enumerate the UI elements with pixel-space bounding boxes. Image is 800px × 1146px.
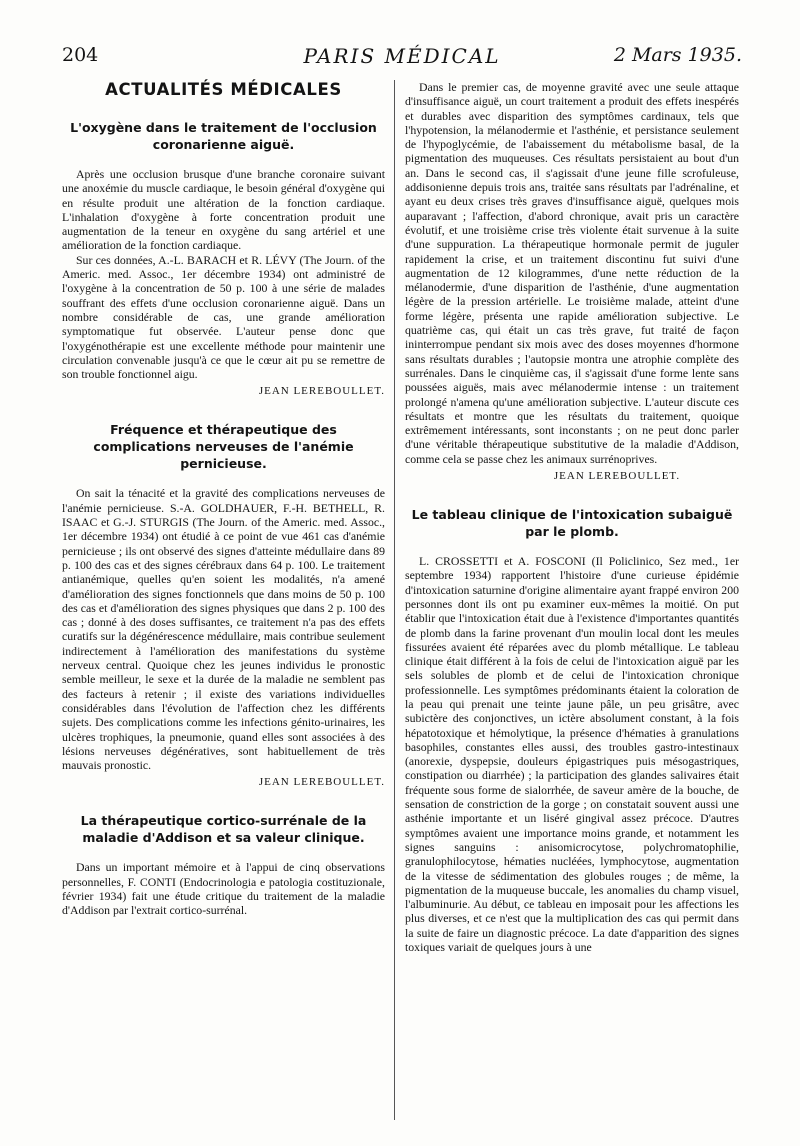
article-paragraph: Dans le premier cas, de moyenne gravité avec une seule attaque d'insuffisance aiguë, un court traitement a produit des effets inespérés et durables avec disparition des symptômes cardinaux, tels que l'hypotension, la mélanodermie et l'asthénie, et persistance seulement de l'hypoglycémie, de l'abaissement du métabolisme basal, de la pigmentation des muqueuses. Ces résultats persistaient au bout d'un an. Dans le second cas, il s'agissait d'une jeune fille scrofuleuse, addisonienne depuis trois ans, traitée sans résultats par l'adrénaline, et ayant eu deux crises très graves d'insuffisance aiguë, quelques mois auparavant ; l'affection, d'abord chronique, avait pris un caractère évolutif, et une troisième crise très violente était survenue à la suite d'une suppuration. La thérapeutique hormonale permit de juguler rapidement la crise, et un traitement discontinu fut suivi d'une augmentation de 12 kilogrammes, d'une nette réduction de la mélanodermie, d'une disparition de l'asthénie, d'une augmentation légère de la pression artérielle. Le troisième malade, atteint d'une forme légère, présenta une rapide amélioration subjective. Le quatrième cas, qui était un cas très grave, fut traité de façon ininterrompue pendant six mois avec des doses moyennes d'hormone sans résultats durables ; l'autopsie montra une atrophie complète des surrénales. Dans le cinquième cas, il s'agissait d'une forme lente sans poussées aiguës, mais avec mélanodermie intense : un traitement prolongé n'amena qu'une amélioration subjective. L'auteur discute ces résultats et montre que les résultats du traitement, quoique extrêmement intéressants, sont inconstants ; on ne peut donc parler d'une véritable thérapeutique substitutive de la maladie d'Addison, comme cela se passe chez les animaux surrénoprives.	[405, 80, 739, 466]
article-paragraph: Sur ces données, A.-L. BARACH et R. LÉVY (The Journ. of the Americ. med. Assoc., 1er décembre 1934) ont administré de l'oxygène à la concentration de 50 p. 100 à une série de malades souffrant des effets d'une occlusion coronarienne aiguë. Dans un nombre considérable de cas, une grande amélioration symptomatique fut observée. L'auteur pense donc que l'oxygénothérapie est une excellente méthode pour maintenir une circulation convenable jusqu'à ce que le cœur ait pu se remettre de son trouble fonctionnel aigu.	[62, 252, 385, 382]
article-title: La thérapeutique cortico-surrénale de la maladie d'Addison et sa valeur clinique.	[80, 813, 367, 846]
article-paragraph: L. CROSSETTI et A. FOSCONI (Il Policlinico, Sez med., 1er septembre 1934) rapportent l'histoire d'une curieuse épidémie d'intoxication saturnine d'origine alimentaire ayant frappé environ 200 personnes dont ils ont pu examiner eux-mêmes la moitié. On put établir que l'intoxication était due à l'existence d'importantes quantités de plomb dans la farine provenant d'un moulin local dont les meules fissurées avaient été réparées avec du plomb métallique. Le tableau clinique était différent à la fois de celui de l'intoxication aiguë par les sels solubles de plomb et de celui de l'intoxication chronique professionnelle. Les symptômes prédominants étaient la coloration de la peau qui prenait une teinte jaune pâle, un peu grisâtre, avec subictère des conjonctives, un ictère absolument constant, à la fois hépatotoxique et hémolytique, la présence d'hématies à granulations basophiles, constantes elles aussi, des troubles gastro-intestinaux (anorexie, dyspepsie, douleurs épigastriques puis mésogastriques, constipation ou diarrhée) ; la participation des glandes salivaires était fréquente sous forme de sialorrhée, de saveur amère de la bouche, de sensation de constriction de la gorge ; on constatait souvent aussi une asthénie importante et un liséré gingival assez précoce. D'autres symptômes avaient une importance moins grande, et notamment les signes sanguins : anisomicrocytose, polychromatophilie, granulophilocytose, hématies nucléées, lymphocytose, augmentation de la vitesse de sédimentation des globules rouges ; de même, la pigmentation de la muqueuse buccale, les anomalies du champ visuel, l'albuminurie. Au début, ce tableau en imposait pour les affections les plus diverses, et ce n'est que la multiplication des cas qui permit dans la suite de faire un diagnostic précoce. La date d'apparition des signes toxiques variait de quelques jours à une	[405, 554, 739, 955]
article-title: Le tableau clinique de l'intoxication subaiguë par le plomb.	[411, 507, 733, 540]
column-divider	[394, 80, 395, 1120]
article-title: Fréquence et thérapeutique des complications nerveuses de l'anémie pernicieuse.	[93, 422, 354, 472]
left-column	[62, 80, 385, 918]
article-title: L'oxygène dans le traitement de l'occlusion coronarienne aiguë.	[70, 120, 377, 152]
article-paragraph: Après une occlusion brusque d'une branche coronaire suivant une anoxémie du muscle cardiaque, le besoin général d'oxygène qui en résulte produit une altération de la fonction cardiaque. L'inhalation d'oxygène à forte concentration produit une augmentation de la teneur en oxygène du sang artériel et une amélioration de la fonction cardiaque.	[62, 167, 385, 253]
article-paragraph: Dans un important mémoire et à l'appui de cinq observations personnelles, F. CONTI (Endocrinologia e patologia costituzionale, février 1934) fait une étude critique du traitement de la maladie d'Addison par l'extrait cortico-surrénal.	[62, 860, 385, 918]
article-paragraph: On sait la ténacité et la gravité des complications nerveuses de l'anémie pernicieuse. S.-A. GOLDHAUER, F.-H. BETHELL, R. ISAAC et G.-J. STURGIS (The Journ. of the Americ. med. Assoc., 1er décembre 1934) ont étudié à ce point de vue 461 cas d'anémie pernicieuse ; ils ont observé des signes d'atteinte médullaire dans 89 p. 100 des cas et des signes cérébraux dans 64 p. 100. Le traitement antianémique, quelles qu'en soient les modalités, n'a amené d'amélioration des signes fonctionnels que dans moins de 50 p. 100 des cas et d'amélioration des signes physiques que dans 2 p. 100 des cas ; donné à des doses suffisantes, ce traitement n'a pas des effets curatifs sur la dégénérescence médullaire, mais contribue seulement indirectement à l'amélioration des manifestations du système nerveux central. Quoique chez les jeunes individus le pronostic semble meilleur, le sexe et la durée de la maladie ne semblent pas des facteurs à retenir ; il existe des variations individuelles considérables dans l'évolution de l'affection chez les différents sujets. Des complications comme les infections génito-urinaires, les ulcères trophiques, la pneumonie, quand elles sont associées à des lésions nerveuses dégénératives, sont habituellement de très mauvais pronostic.	[62, 486, 385, 773]
journal-title: PARIS MÉDICAL	[303, 44, 501, 68]
section-title: ACTUALITÉS MÉDICALES	[105, 80, 342, 99]
page-number: 204	[62, 44, 99, 66]
article-signature: JEAN LEREBOULLET.	[258, 776, 385, 789]
page-header	[62, 44, 742, 72]
right-column	[405, 80, 739, 954]
issue-date: 2 Mars 1935.	[613, 44, 742, 66]
article-signature: JEAN LEREBOULLET.	[553, 470, 681, 483]
article-signature: JEAN LEREBOULLET.	[258, 385, 385, 398]
